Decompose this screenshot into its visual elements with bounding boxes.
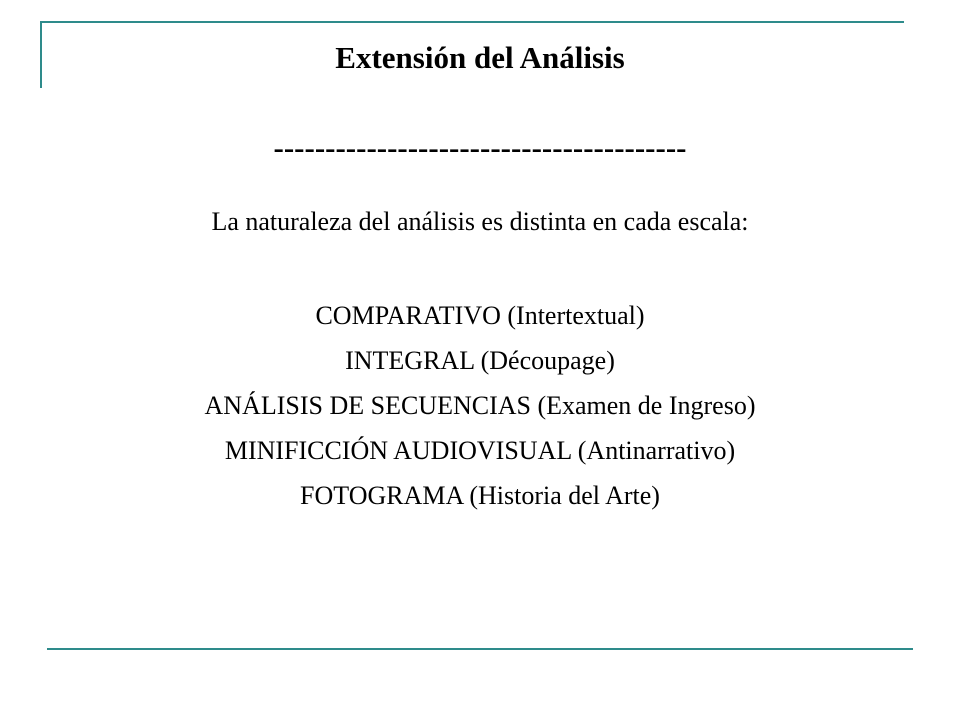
frame-bottom-line <box>47 648 913 650</box>
scale-item-minificcion: MINIFICCIÓN AUDIOVISUAL (Antinarrativo) <box>224 436 736 465</box>
intro-text: La naturaleza del análisis es distinta en cada escala: <box>211 207 749 236</box>
scale-item-fotograma: FOTOGRAMA (Historia del Arte) <box>300 481 660 510</box>
scale-item-secuencias: ANÁLISIS DE SECUENCIAS (Examen de Ingreso) <box>204 391 756 420</box>
scale-item-integral: INTEGRAL (Découpage) <box>345 346 615 375</box>
scale-item-comparativo: COMPARATIVO (Intertextual) <box>315 301 645 330</box>
scale-list <box>0 293 960 518</box>
slide-title: Extensión del Análisis <box>335 40 625 75</box>
frame-top-line <box>40 21 904 23</box>
dashed-divider: ---------------------------------------- <box>273 130 687 165</box>
